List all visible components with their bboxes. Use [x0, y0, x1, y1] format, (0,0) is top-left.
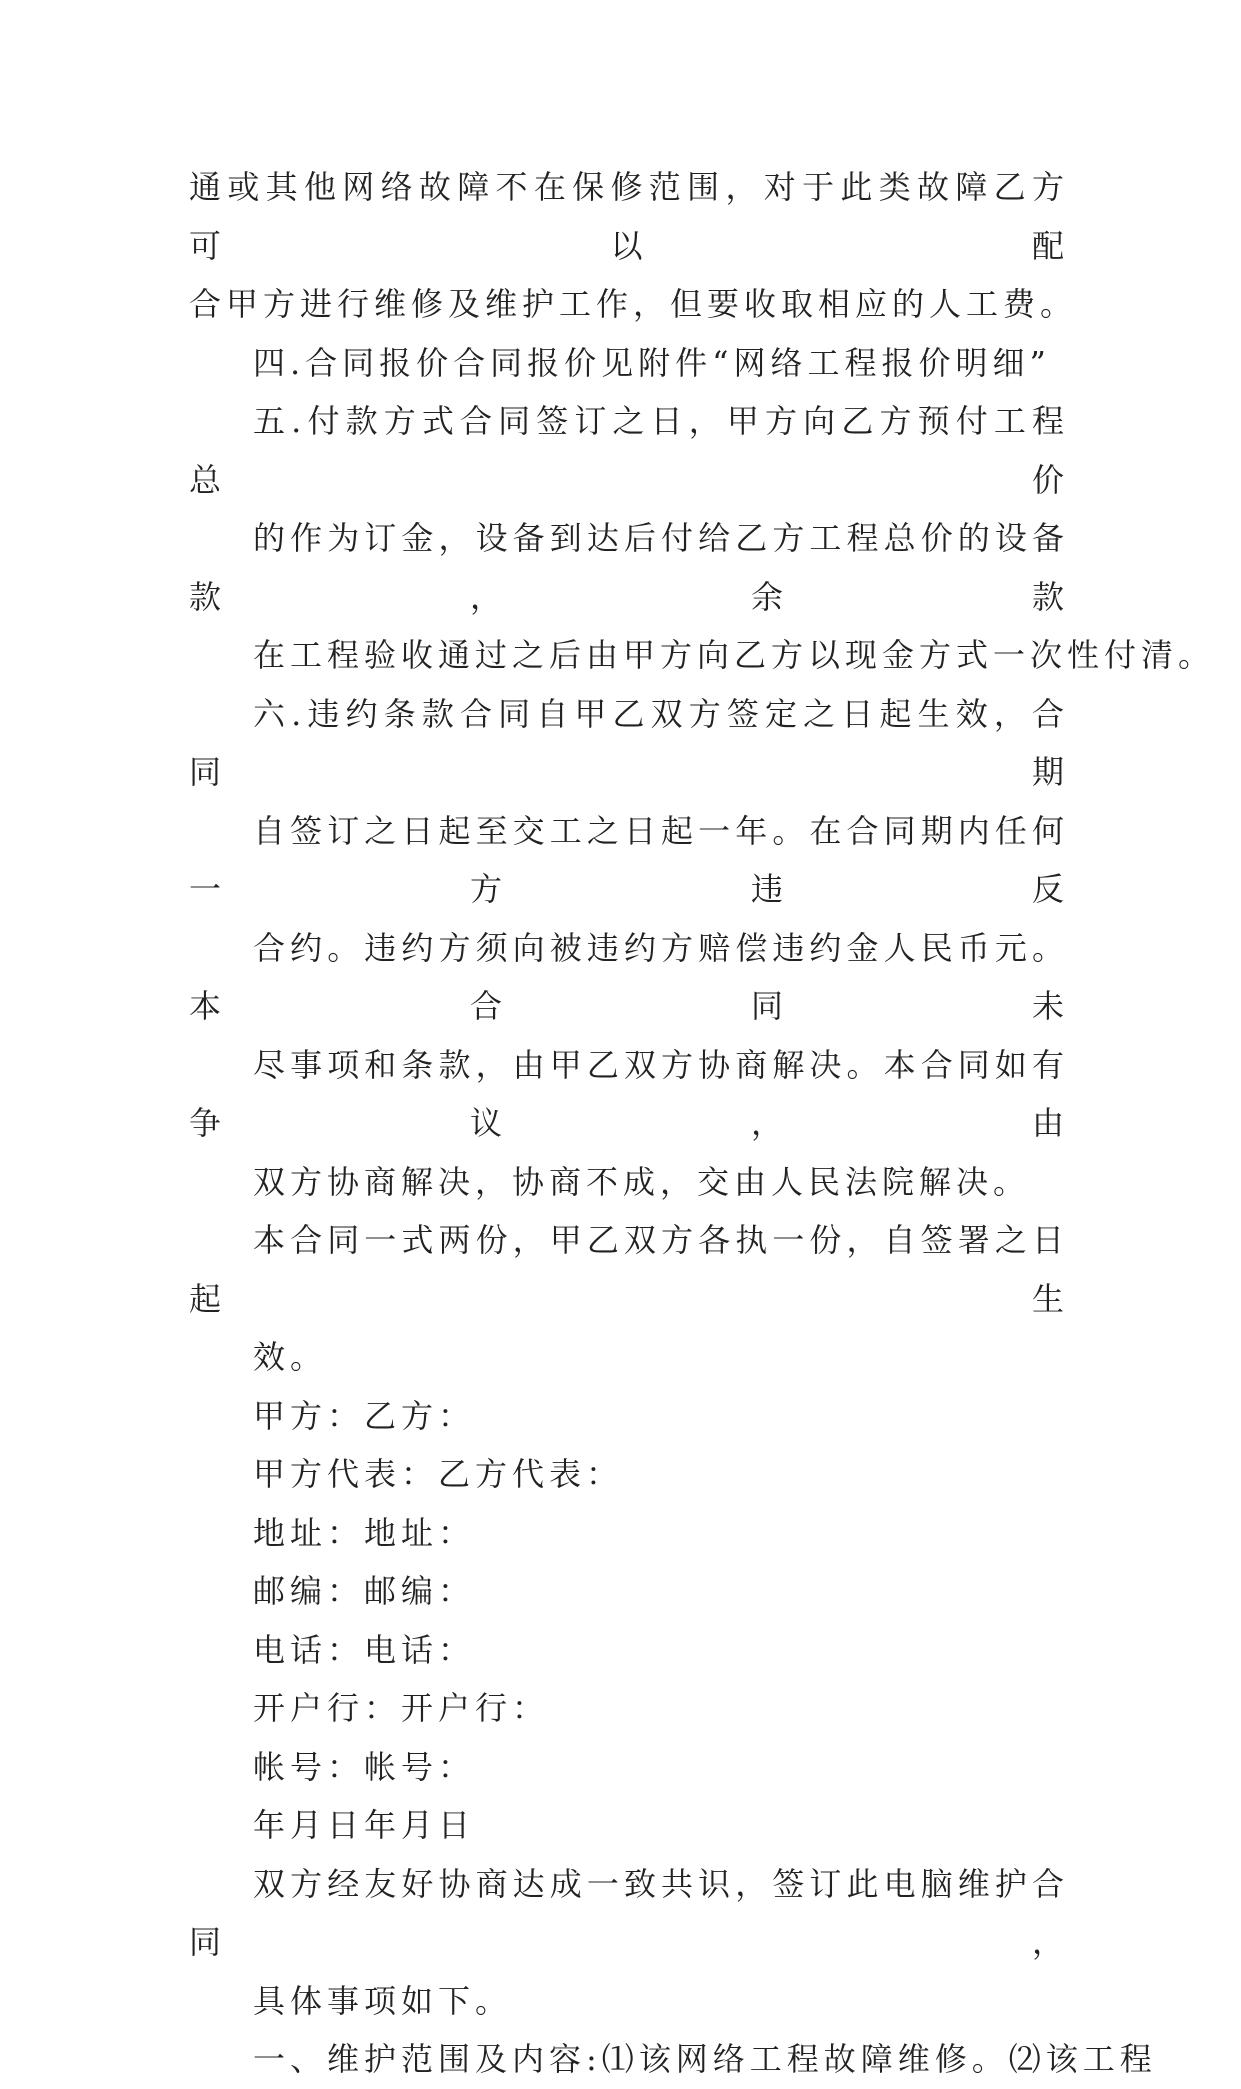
paragraph-consensus: [189, 1855, 1069, 2031]
paragraph-6: [189, 685, 1069, 1212]
paragraph-cont: [189, 158, 1078, 334]
text-line: 六.违约条款合同自甲乙双方签定之日起生效，合同期: [189, 694, 1069, 791]
text-line: 双方协商解决，协商不成，交由人民法院解决。: [253, 1162, 1031, 1201]
text-line: 甲方代表：乙方代表：: [253, 1455, 624, 1493]
text-line: 通或其他网络故障不在保修范围，对于此类故障乙方可以配: [189, 168, 1069, 265]
text-line: 自签订之日起至交工之日起一年。在合同期内任何一方违反: [189, 811, 1069, 908]
text-line: 的作为订金，设备到达后付给乙方工程总价的设备款，余款: [189, 519, 1069, 616]
text-line: 年月日年月日: [253, 1806, 476, 1844]
text-line: 一、维护范围及内容:⑴该网络工程故障维修。⑵该工程: [253, 2040, 1157, 2078]
text-line: 帐号：帐号：: [253, 1747, 476, 1786]
text-line: 在工程验收通过之后由甲方向乙方以现金方式一次性付清。: [253, 636, 1216, 674]
paragraph-4: [189, 334, 1069, 393]
text-line: 效。: [253, 1338, 328, 1376]
paragraph-bank: [189, 1679, 1069, 1738]
paragraph-date: [189, 1796, 1069, 1855]
paragraph-rep: [189, 1445, 1069, 1504]
text-line: 具体事项如下。: [253, 1981, 513, 2020]
text-line: 电话：电话：: [253, 1630, 476, 1669]
text-line: 合约。违约方须向被违约方赔偿违约金人民币元。本合同未: [189, 928, 1069, 1025]
paragraph-5: [189, 392, 1216, 685]
paragraph-copies: [189, 1211, 1069, 1387]
paragraph-party: [189, 1387, 1069, 1446]
text-line: 邮编：邮编：: [253, 1572, 476, 1610]
text-line: 合甲方进行维修及维护工作，但要收取相应的人工费。: [189, 285, 1078, 323]
text-line: 尽事项和条款，由甲乙双方协商解决。本合同如有争议，由: [189, 1045, 1069, 1142]
text-line: 地址：地址：: [253, 1513, 476, 1552]
text-line: 甲方：乙方：: [253, 1396, 476, 1435]
text-line: 本合同一式两份，甲乙双方各执一份，自签署之日起生: [189, 1221, 1069, 1318]
paragraph-1: [189, 2030, 1157, 2089]
paragraph-addr: [189, 1504, 1069, 1563]
paragraph-zip: [189, 1562, 1069, 1621]
paragraph-acct: [189, 1738, 1069, 1797]
document-body: [189, 158, 1216, 2089]
text-line: 双方经友好协商达成一致共识，签订此电脑维护合同，: [189, 1864, 1069, 1961]
paragraph-phone: [189, 1621, 1069, 1680]
text-line: 五.付款方式合同签订之日，甲方向乙方预付工程总价: [189, 402, 1069, 499]
text-line: 四.合同报价合同报价见附件“网络工程报价明细”: [253, 343, 1051, 382]
text-line: 开户行：开户行：: [253, 1689, 550, 1727]
